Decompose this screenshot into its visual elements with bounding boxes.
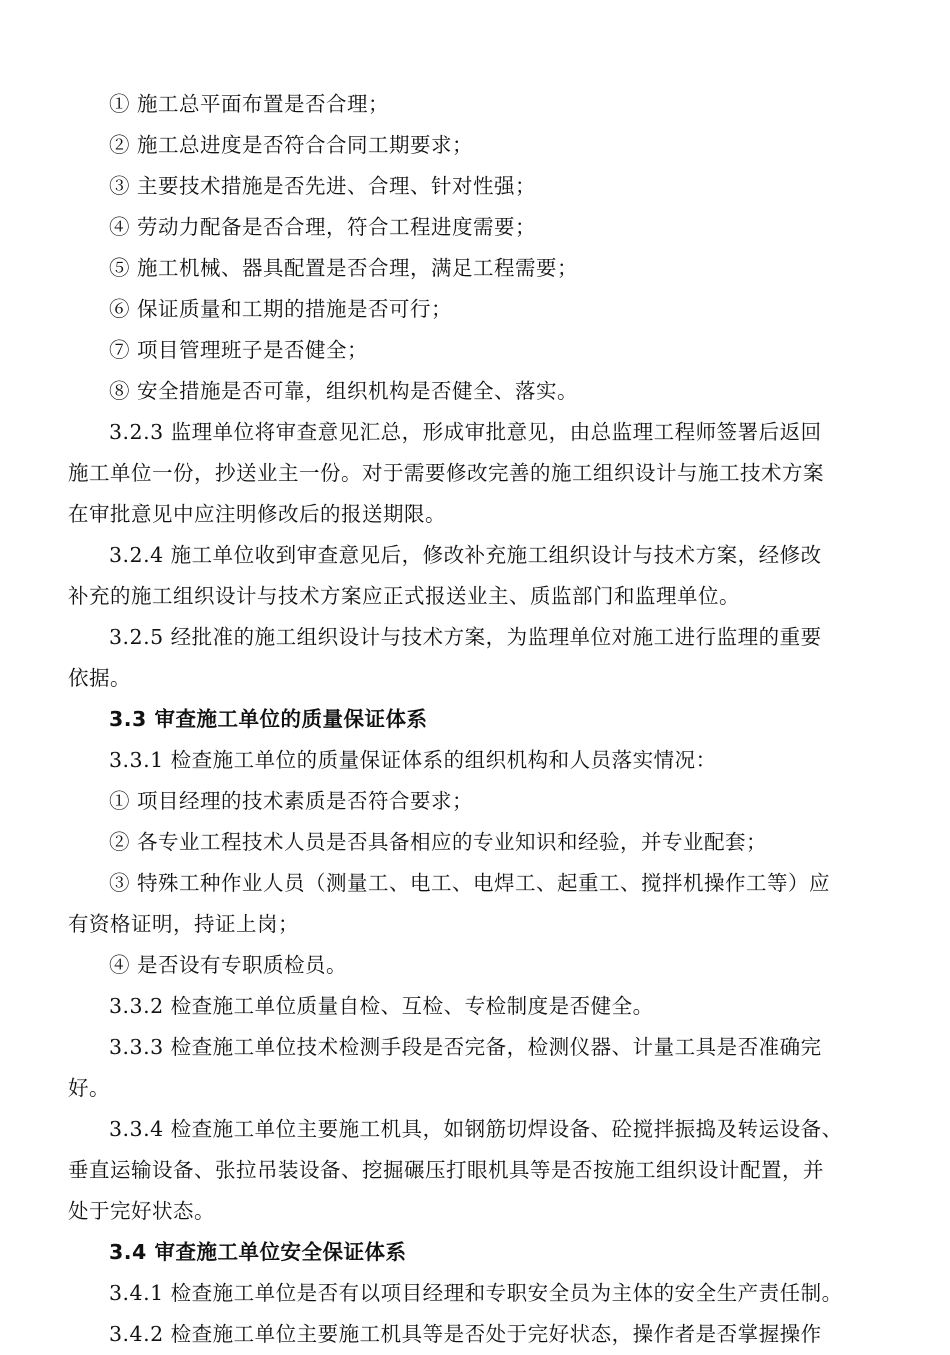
text-line: 在审批意见中应注明修改后的报送期限。 [68,502,446,526]
document-body [68,84,882,1355]
text-line: ⑧ 安全措施是否可靠，组织机构是否健全、落实。 [109,379,579,403]
text-line: 3.3.2 检查施工单位质量自检、互检、专检制度是否健全。 [109,994,654,1018]
text-line: 3.3.3 检查施工单位技术检测手段是否完备，检测仪器、计量工具是否准确完 [109,1035,822,1059]
text-line: 3.2.3 监理单位将审查意见汇总，形成审批意见，由总监理工程师签署后返回 [109,420,822,444]
text-line: ④ 是否设有专职质检员。 [109,953,348,977]
text-line: 3.3.4 检查施工单位主要施工机具，如钢筋切焊设备、砼搅拌振捣及转运设备、 [109,1117,843,1141]
text-line: 处于完好状态。 [68,1199,215,1223]
text-line: 好。 [68,1076,110,1100]
text-line: ⑦ 项目管理班子是否健全； [109,338,369,362]
text-line: 3.4.2 检查施工单位主要施工机具等是否处于完好状态，操作者是否掌握操作 [109,1322,822,1346]
text-line: ① 项目经理的技术素质是否符合要求； [109,789,474,813]
text-line: 有资格证明，持证上岗； [68,912,299,936]
text-line: 垂直运输设备、张拉吊装设备、挖掘碾压打眼机具等是否按施工组织设计配置，并 [68,1158,824,1182]
text-line: ② 施工总进度是否符合合同工期要求； [109,133,474,157]
text-line: 施工单位一份，抄送业主一份。对于需要修改完善的施工组织设计与施工技术方案 [68,461,824,485]
text-line: ⑤ 施工机械、器具配置是否合理，满足工程需要； [109,256,579,280]
text-line: 3.4.1 检查施工单位是否有以项目经理和专职安全员为主体的安全生产责任制。 [109,1281,843,1305]
text-line: ④ 劳动力配备是否合理，符合工程进度需要； [109,215,537,239]
text-line: ② 各专业工程技术人员是否具备相应的专业知识和经验，并专业配套； [109,830,768,854]
text-line: 3.2.4 施工单位收到审查意见后，修改补充施工组织设计与技术方案，经修改 [109,543,822,567]
text-line: ① 施工总平面布置是否合理； [109,92,390,116]
text-line: ③ 主要技术措施是否先进、合理、针对性强； [109,174,537,198]
text-line: ③ 特殊工种作业人员（测量工、电工、电焊工、起重工、搅拌机操作工等）应 [109,871,831,895]
text-line: 3.2.5 经批准的施工组织设计与技术方案，为监理单位对施工进行监理的重要 [109,625,822,649]
text-line: 依据。 [68,666,131,690]
text-line: ⑥ 保证质量和工期的措施是否可行； [109,297,453,321]
section-heading: 3.3 审查施工单位的质量保证体系 [109,707,428,731]
section-heading: 3.4 审查施工单位安全保证体系 [109,1240,407,1264]
text-line: 3.3.1 检查施工单位的质量保证体系的组织机构和人员落实情况： [109,748,717,772]
text-line: 补充的施工组织设计与技术方案应正式报送业主、质监部门和监理单位。 [68,584,740,608]
